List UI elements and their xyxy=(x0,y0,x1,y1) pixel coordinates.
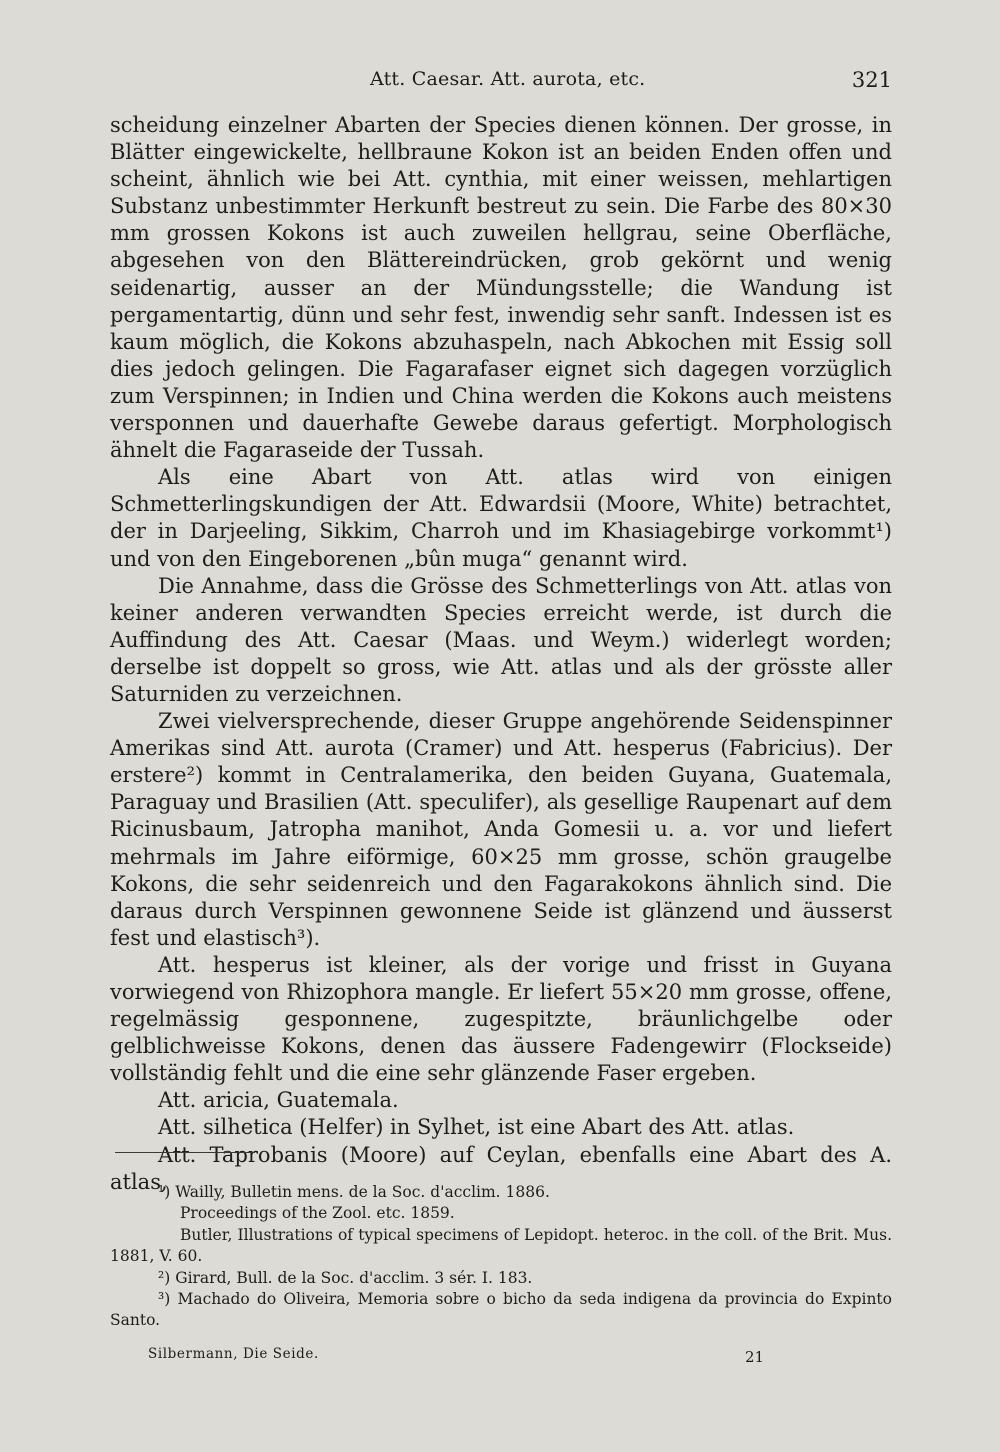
footnote-2: ²) Girard, Bull. de la Soc. d'acclim. 3 sér. I. 183. xyxy=(158,1268,533,1287)
footnotes xyxy=(110,1182,892,1332)
paragraph-att-silhetica: Att. silhetica (Helfer) in Sylhet, ist eine Abart des Att. atlas. xyxy=(158,1115,795,1140)
signature-number: 21 xyxy=(745,1348,765,1366)
footnote-1-continued: Proceedings of the Zool. etc. 1859. xyxy=(180,1204,455,1223)
footnote-3: ³) Machado do Oliveira, Memoria sobre o bicho da seda indigena da provincia do Expinto Santo. xyxy=(110,1290,892,1330)
paragraph-continued: scheidung einzelner Abarten der Species dienen können. Der grosse, in Blätter eingewickelte, hellbraune Kokon ist an beiden Enden offen und scheint, ähnlich wie bei Att. cynthia, mit einer weissen, mehlartigen Substanz unbestimmter Herkunft bestreut zu sein. Die Farbe des 80×30 mm grossen Kokons ist auch zuweilen hellgrau, seine Oberfläche, abgesehen von den Blättereindrücken, grob gekörnt und wenig seidenartig, ausser an der Mündungsstelle; die Wandung ist pergamentartig, dünn und sehr fest, inwendig sehr sanft. Indessen ist es kaum möglich, die Kokons abzuhaspeln, nach Abkochen mit Essig soll dies jedoch gelingen. Die Fagarafaser eignet sich dagegen vorzüglich zum Verspinnen; in Indien und China werden die Kokons auch meistens versponnen und dauerhafte Gewebe daraus gefertigt. Morphologisch ähnelt die Fagaraseide der Tussah. xyxy=(110,113,892,463)
page-header xyxy=(110,68,892,102)
running-head: Att. Caesar. Att. aurota, etc. xyxy=(370,68,646,90)
footnote-1: ¹) Wailly, Bulletin mens. de la Soc. d'acclim. 1886. xyxy=(158,1183,550,1201)
paragraph-att-aricia: Att. aricia, Guatemala. xyxy=(158,1088,399,1113)
footnote-divider xyxy=(115,1152,255,1153)
footnote-1-butler: Butler, Illustrations of typical specimens of Lepidopt. heteroc. in the coll. of the Brit. Mus. 1881, V. 60. xyxy=(110,1225,892,1266)
page-number: 321 xyxy=(851,68,892,92)
paragraph-att-edwardsii: Als eine Abart von Att. atlas wird von einigen Schmetterlingskundigen der Att. Edwardsii (Moore, White) betrachtet, der in Darjeeling, Sikkim, Charroh und im Khasiagebirge vorkommt¹) und von den Eingeborenen „bûn muga“ genannt wird. xyxy=(110,465,892,571)
signature-line: Silbermann, Die Seide. xyxy=(148,1346,319,1362)
paragraph-att-caesar: Die Annahme, dass die Grösse des Schmetterlings von Att. atlas von keiner anderen verwandten Species erreicht werde, ist durch die Auffindung des Att. Caesar (Maas. und Weym.) widerlegt worden; derselbe ist doppelt so gross, wie Att. atlas und als der grösste aller Saturniden zu verzeichnen. xyxy=(110,573,892,706)
paragraph-att-taprobanis: Att. Taprobanis (Moore) auf Ceylan, ebenfalls eine Abart des A. atlas, xyxy=(110,1142,892,1194)
body-text xyxy=(110,112,892,1196)
paragraph-att-aurota: Zwei vielversprechende, dieser Gruppe angehörende Seidenspinner Amerikas sind Att. aurota (Cramer) und Att. hesperus (Fabricius). Der erstere²) kommt in Centralamerika, den beiden Guyana, Guatemala, Paraguay und Brasilien (Att. speculifer), als gesellige Raupenart auf dem Ricinusbaum, Jatropha manihot, Anda Gomesii u. a. vor und liefert mehrmals im Jahre eiförmige, 60×25 mm grosse, schön graugelbe Kokons, die sehr seidenreich und den Fagarakokons ähnlich sind. Die daraus durch Verspinnen gewonnene Seide ist glänzend und äusserst fest und elastisch³). xyxy=(110,709,892,950)
paragraph-att-hesperus: Att. hesperus ist kleiner, als der vorige und frisst in Guyana vorwiegend von Rhizophora mangle. Er liefert 55×20 mm grosse, offene, regelmässig gesponnene, zugespitzte, bräunlichgelbe oder gelblichweisse Kokons, denen das äussere Fadengewirr (Flockseide) vollständig fehlt und die eine sehr glänzende Faser ergeben. xyxy=(110,952,892,1086)
